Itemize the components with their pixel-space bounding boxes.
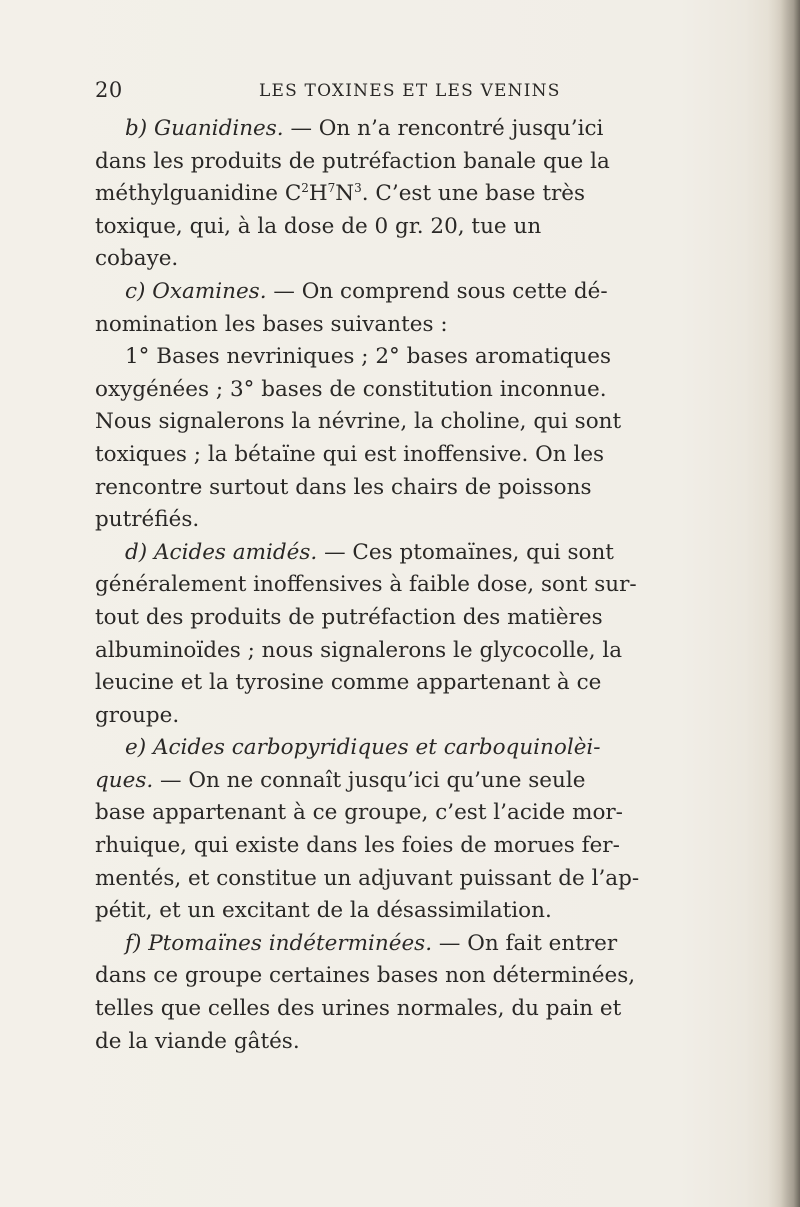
formula-element: N [335, 181, 355, 207]
paragraph-e-line: rhuique, qui existe dans les foies de morues fer- [95, 833, 620, 859]
section-marker-f: f) [125, 930, 142, 956]
paragraph-c-line: 1° Bases nevriniques ; 2° bases aromatiques [125, 344, 611, 370]
section-title-e-continued: ques. [95, 767, 154, 793]
paragraph-c-text: — On comprend sous cette dé- [266, 278, 608, 304]
formula-subscript: 7 [327, 181, 336, 196]
section-marker-d: d) [125, 539, 148, 565]
section-marker-e: e) [125, 735, 147, 761]
paragraph-e-text: — On ne connaît jusqu’ici qu’une seule [153, 767, 586, 793]
paragraph-f-line: de la viande gâtés. [95, 1028, 300, 1054]
section-marker-b: b) [125, 116, 148, 141]
section-title-e: Acides carbopyridiques et carboquinolèi- [152, 735, 601, 761]
paragraph-b-text: méthylguanidine C [95, 181, 302, 207]
section-marker-c: c) [125, 278, 146, 304]
page-edge-shadow [768, 0, 800, 1207]
paragraph-b-line [95, 178, 767, 211]
page-number: 20 [95, 78, 123, 102]
paragraph-c-line: toxiques ; la bétaïne qui est inoffensive. On les [95, 441, 605, 467]
paragraph-b-line: dans les produits de putréfaction banale que la [95, 148, 610, 174]
paragraph-d-line: groupe. [95, 702, 180, 728]
paragraph-e-line: mentés, et constitue un adjuvant puissant de l’ap- [95, 865, 640, 891]
paragraph-e-line [95, 732, 767, 765]
paragraph-c-line: Nous signalerons la névrine, la choline, qui sont [95, 409, 622, 435]
formula-element: H [308, 181, 328, 207]
section-title-b: Guanidines. [154, 116, 284, 141]
paragraph-c-line: putréfiés. [95, 507, 200, 533]
paragraph-b-line: toxique, qui, à la dose de 0 gr. 20, tue un [95, 213, 542, 239]
paragraph-d-line [95, 537, 767, 570]
paragraph-c-line: oxygénées ; 3° bases de constitution inconnue. [95, 376, 607, 402]
paragraph-d-line: albuminoïdes ; nous signalerons le glycocolle, la [95, 637, 623, 663]
formula-subscript: 2 [301, 181, 309, 196]
paragraph-b-line [95, 113, 767, 146]
section-title-d: Acides amidés. [154, 539, 318, 565]
paragraph-c-line: nomination les bases suivantes : [95, 311, 448, 337]
paragraph-c-line: rencontre surtout dans les chairs de poissons [95, 474, 592, 500]
formula-subscript: 3 [354, 181, 362, 196]
paragraph-c-line [95, 276, 767, 309]
paragraph-e-line: pétit, et un excitant de la désassimilation. [95, 898, 552, 924]
paragraph-d-line: tout des produits de putréfaction des matières [95, 604, 603, 630]
paragraph-b-line: cobaye. [95, 246, 179, 272]
paragraph-f-line: dans ce groupe certaines bases non déterminées, [95, 963, 636, 989]
page-header [95, 78, 755, 108]
paragraph-e-line [95, 765, 767, 798]
paragraph-b-text: . C’est une base très [361, 181, 586, 207]
paragraph-d-text: — Ces ptomaïnes, qui sont [317, 539, 614, 565]
paragraph-f-text: — On fait entrer [432, 930, 618, 956]
running-title: LES TOXINES ET LES VENINS [259, 81, 561, 101]
section-title-c: Oxamines. [152, 278, 267, 304]
paragraph-b-text: — On n’a rencontré jusqu’ici [283, 116, 604, 141]
paragraph-f-line [95, 928, 767, 961]
paragraph-e-line: base appartenant à ce groupe, c’est l’acide mor- [95, 800, 623, 826]
paragraph-f-line: telles que celles des urines normales, du pain et [95, 996, 622, 1022]
paragraph-d-line: généralement inoffensives à faible dose, sont sur- [95, 572, 637, 598]
body-text [95, 113, 767, 1058]
section-title-f: Ptomaïnes indéterminées. [148, 930, 433, 956]
paragraph-d-line: leucine et la tyrosine comme appartenant à ce [95, 670, 602, 696]
